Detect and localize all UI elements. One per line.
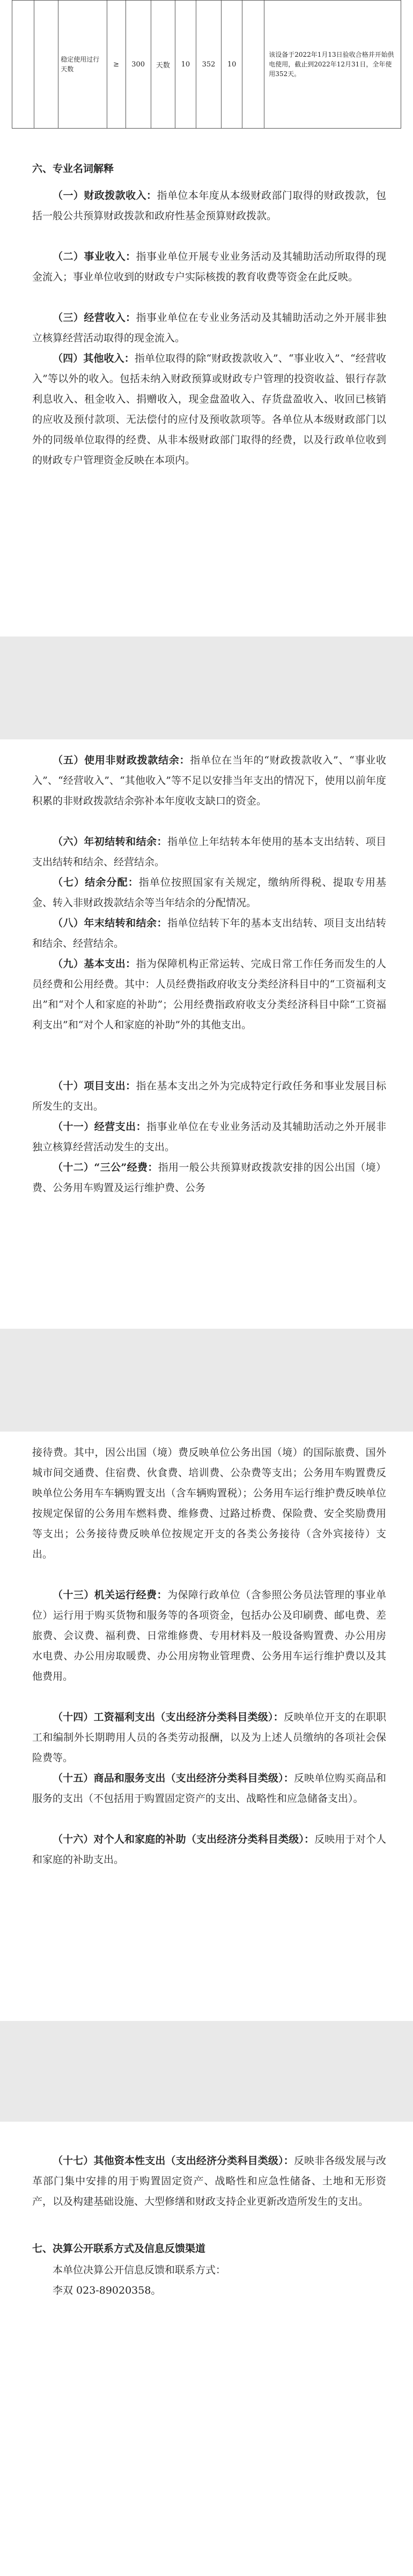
- note-cell: 该设备于2022年1月13日验收合格并开始供电使用，截止到2022年12月31日，全年使用352天。: [264, 1, 401, 129]
- term: （十二）“三公”经费：: [53, 1162, 158, 1173]
- document-page-1: [0, 0, 413, 636]
- definition: 指单位结转下年的基本支出结转、项目支出结转和结余、经营结余。: [32, 917, 386, 949]
- unit-cell: 天数: [151, 1, 175, 129]
- table-cell: [242, 1, 264, 129]
- definition: 反映用于对个人和家庭的补助支出。: [32, 1833, 386, 1866]
- paragraph: [32, 1707, 386, 1768]
- term: （十七）其他资本性支出（支出经济分类科目类级）：: [53, 2155, 294, 2167]
- document-page-4: [0, 2122, 413, 2576]
- definition: 指单位按照国家有关规定，缴纳所得税、提取专用基金、转入非财政拨款结余等当年结余的分配情况。: [32, 877, 386, 909]
- paragraph: [32, 1157, 386, 1198]
- definition: 指单位在当年的“财政拨款收入”、“事业收入”、“经营收入”、“其他收入”等不足以安排当年支出的情况下，使用以前年度积累的非财政拨款结余弥补本年度收支缺口的资金。: [32, 754, 386, 807]
- weight-cell: 10: [175, 1, 196, 129]
- actual-value-cell: 352: [196, 1, 221, 129]
- contact-line: 李双 023-89020358。: [53, 2285, 161, 2296]
- definition: 指为保障机构正常运转、完成日常工作任务而发生的人员经费和公用经费。其中：人员经费指政府收支分类经济科目中的“工资福利支出”和“对个人和家庭的补助”；公用经费指政府收支分类经济科目中除“工资福利支出”和“对个人和家庭的补助”外的其他支出。: [32, 958, 386, 1031]
- definition: 指用一般公共预算财政拨款安排的因公出国（境）费、公务用车购置及运行维护费、公务: [32, 1162, 386, 1194]
- term: （十五）商品和服务支出（支出经济分类科目类级）：: [53, 1772, 294, 1784]
- term: （一）财政拨款收入：: [53, 190, 157, 201]
- term: （九）基本支出：: [53, 958, 136, 970]
- page-gap: [0, 636, 413, 739]
- paragraph: [32, 2151, 386, 2212]
- page-gap: [0, 1329, 413, 1432]
- section-7-heading: 七、决算公开联系方式及信息反馈渠道: [32, 2243, 206, 2255]
- paragraph: [32, 750, 386, 811]
- paragraph: [32, 1829, 386, 1870]
- definition: 指事业单位在专业业务活动及其辅助活动之外开展非独立核算经营活动发生的支出。: [32, 1121, 386, 1153]
- paragraph: [32, 954, 386, 1035]
- operator-cell: ≥: [107, 1, 126, 129]
- document-page-3: [0, 1432, 413, 2021]
- term: （十四）工资福利支出（支出经济分类科目类级）：: [53, 1711, 284, 1723]
- paragraph: [32, 1076, 386, 1117]
- definition: 反映单位购买商品和服务的支出（不包括用于购置固定资产的支出、战略性和应急储备支出）。: [32, 1772, 386, 1804]
- definition: 为保障行政单位（含参照公务员法管理的事业单位）运行用于购买货物和服务等的各项资金，包括办公及印刷费、邮电费、差旅费、会议费、福利费、日常维修费、专用材料及一般设备购置费、办公用房水电费、办公用房取暖费、办公用房物业管理费、公务用车运行维护费以及其他费用。: [32, 1589, 386, 1682]
- indicator-name-cell: 稳定使用过行天数: [58, 1, 107, 129]
- term: （十一）经营支出：: [53, 1121, 147, 1133]
- paragraph: [32, 913, 386, 954]
- document-page-2: [0, 739, 413, 1329]
- definition: 指单位上年结转本年使用的基本支出结转、项目支出结转和结余、经营结余。: [32, 836, 386, 868]
- term: （四）其他收入：: [53, 353, 135, 364]
- term: （二）事业收入：: [53, 251, 136, 263]
- paragraph: [32, 1442, 386, 1564]
- paragraph: [32, 1768, 386, 1809]
- score-cell: 10: [222, 1, 242, 129]
- definition: 指单位本年度从本级财政部门取得的财政拨款，包括一般公共预算财政拨款和政府性基金预算财政拨款。: [32, 190, 386, 222]
- paragraph: [32, 872, 386, 913]
- table-cell: [34, 1, 58, 129]
- term: （八）年末结转和结余：: [53, 917, 167, 929]
- table-row: [12, 1, 401, 129]
- term: （七）结余分配：: [53, 877, 139, 888]
- page-gap: [0, 2021, 413, 2122]
- definition: 接待费。其中，因公出国（境）费反映单位公务出国（境）的国际旅费、国外城市间交通费、住宿费、伙食费、培训费、公杂费等支出；公务用车购置费反映单位公务用车车辆购置支出（含车辆购置税）；公务用车运行维护费反映单位按规定保留的公务用车燃料费、维修费、过路过桥费、保险费、安全奖励费用等支出；公务接待费反映单位按规定开支的各类公务接待（含外宾接待）支出。: [32, 1447, 386, 1560]
- definition: 反映单位开支的在职职工和编制外长期聘用人员的各类劳动报酬，以及为上述人员缴纳的各项社会保险费等。: [32, 1711, 386, 1764]
- definition: 指事业单位开展专业业务活动及其辅助活动所取得的现金流入；事业单位收到的财政专户实际核拨的教育收费等资金在此反映。: [32, 251, 386, 283]
- paragraph: [32, 1117, 386, 1157]
- contact-line: 本单位决算公开信息反馈和联系方式：: [53, 2264, 226, 2276]
- definition: 反映非各级发展与改革部门集中安排的用于购置固定资产、战略性和应急性储备、土地和无形资产，以及构建基础设施、大型修缮和财政支持企业更新改造所发生的支出。: [32, 2155, 386, 2207]
- term: （十六）对个人和家庭的补助（支出经济分类科目类级）：: [53, 1833, 315, 1845]
- definition: 指单位取得的除“财政拨款收入”、“事业收入”、“经营收入”等以外的收入。包括未纳入财政预算或财政专户管理的投资收益、银行存款利息收入、租金收入、捐赠收入，现金盘盈收入、存货盘盈收入、收回已核销的应收及预付款项、无法偿付的应付及预收款项等。各单位从本级财政部门以外的同级单位取得的经费、从非本级财政部门取得的经费，以及行政单位收到的财政专户管理资金反映在本项内。: [32, 353, 386, 466]
- term: （十）项目支出：: [53, 1080, 136, 1092]
- paragraph: [32, 185, 386, 226]
- paragraph: [32, 246, 386, 287]
- paragraph: [32, 308, 386, 348]
- term: （五）使用非财政拨款结余：: [53, 754, 190, 766]
- performance-table-fragment: [12, 0, 401, 129]
- term: （六）年初结转和结余：: [53, 836, 167, 848]
- term: （十三）机关运行经费：: [53, 1589, 167, 1601]
- section-6-heading: 六、专业名词解释: [32, 163, 114, 175]
- paragraph: [32, 348, 386, 470]
- paragraph: [32, 1585, 386, 1687]
- table-cell: [12, 1, 34, 129]
- target-value-cell: 300: [126, 1, 151, 129]
- term: （三）经营收入：: [53, 312, 136, 324]
- definition: 指在基本支出之外为完成特定行政任务和事业发展目标所发生的支出。: [32, 1080, 386, 1112]
- definition: 指事业单位在专业业务活动及其辅助活动之外开展非独立核算经营活动取得的现金流入。: [32, 312, 386, 344]
- paragraph: [32, 832, 386, 872]
